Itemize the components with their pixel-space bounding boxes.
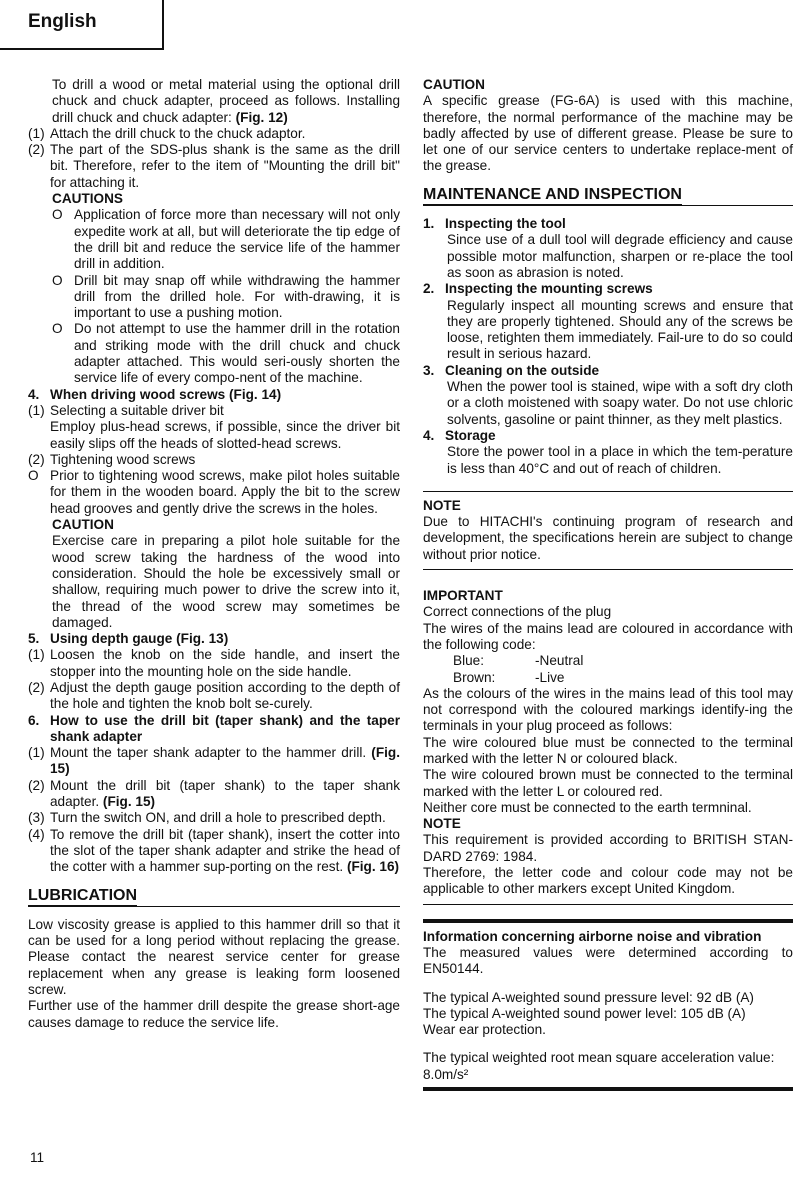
lubrication-heading: LUBRICATION (28, 888, 400, 907)
caution-bullet: O Drill bit may snap off while withdrawing the hammer drill from the drilled hole. For with-drawing, it is important to use a pushing motion. (52, 272, 400, 321)
important-paragraph: The wire coloured brown must be connected to the terminal marked with the letter L or coloured red. (423, 767, 793, 799)
caution-bullet: O Do not attempt to use the hammer drill in the rotation and striking mode with the drill chuck and chuck adapter attached. This would seri-ously shorten the service life of every compo-nent of the machine. (52, 321, 400, 386)
note2-paragraph: Therefore, the letter code and colour code may not be applicable to other markers except United Kingdom. (423, 865, 793, 897)
noise-title: Information concerning airborne noise and vibration (423, 928, 762, 944)
language-tab (0, 0, 164, 50)
lubrication-paragraph: Low viscosity grease is applied to this hammer drill so that it can be used for a long period without replacing the grease. Please contact the nearest service center for grease replacement when any grease is leaking form loosened screw. (28, 916, 400, 998)
lubrication-paragraph: Further use of the hammer drill despite the grease short-age causes damage to reduce the service life. (28, 998, 400, 1030)
wire-code-row: Brown: -Live (453, 669, 565, 685)
section-4-1: (1) Selecting a suitable driver bit Employ plus-head screws, if possible, since the driver bit easily slips off the heads of slotted-head screws. (28, 402, 400, 451)
section-5-heading: 5. Using depth gauge (Fig. 13) (28, 631, 229, 647)
maintenance-item-3-title: 3. Cleaning on the outside (423, 362, 600, 378)
section-4-2: (2) Tightening wood screws (28, 451, 196, 467)
important-title: IMPORTANT (423, 588, 503, 604)
maintenance-item-2-text: Regularly inspect all mounting screws and ensure that they are properly tightened. Should any of the screws be loose, retighten them immediately. Fail-ure to do so could result in serious hazard. (447, 297, 793, 362)
section-6-2: (2) Mount the drill bit (taper shank) to the taper shank adapter. (Fig. 15) (28, 777, 400, 810)
intro-paragraph: To drill a wood or metal material using the optional drill chuck and chuck adapter, proceed as follows. Installing drill chuck and chuck adapter: (Fig. 12) (52, 77, 400, 125)
right-column (423, 77, 793, 1097)
important-line: Correct connections of the plug (423, 604, 612, 620)
thick-divider (423, 919, 793, 923)
caution-title: CAUTION (52, 517, 114, 533)
section-6-heading: 6. How to use the drill bit (taper shank) and the taper shank adapter (28, 712, 400, 744)
page-number: 11 (30, 1150, 45, 1165)
cautions-title: CAUTIONS (52, 191, 123, 207)
important-paragraph: Neither core must be connected to the earth termninal. (423, 799, 752, 815)
noise-paragraph: The typical weighted root mean square acceleration value: (423, 1050, 775, 1066)
noise-paragraph: The measured values were determined according to EN50144. (423, 944, 793, 977)
language-label: English (28, 11, 97, 32)
maintenance-item-4-title: 4. Storage (423, 427, 496, 443)
maintenance-item-4-text: Store the power tool in a place in which the tem-perature is less than 40°C and out of reach of children. (447, 444, 793, 476)
section-4-2-bullet: O Prior to tightening wood screws, make pilot holes suitable for them in the wooden board. Apply the bit to the screw head grooves and gently drive the screws in the holes. (28, 468, 400, 516)
noise-paragraph: The typical A-weighted sound pressure level: 92 dB (A) (423, 989, 754, 1005)
noise-paragraph: 8.0m/s² (423, 1066, 469, 1082)
wire-code-row: Blue: -Neutral (453, 653, 584, 669)
section-5-1: (1) Loosen the knob on the side handle, and insert the stopper into the mounting hole on the side handle. (28, 647, 400, 679)
noise-paragraph: The typical A-weighted sound power level: 105 dB (A) (423, 1005, 746, 1021)
note-title: NOTE (423, 497, 461, 513)
caution-text: Exercise care in preparing a pilot hole suitable for the wood screw taking the hardness of the wood into consideration. Should the hole be excessively small or shallow, requiring much power to drive the screw into it, the thread of the wood screw may sometimes be damaged. (52, 533, 400, 630)
maintenance-item-1-text: Since use of a dull tool will degrade efficiency and cause possible motor malfunction, sharpen or re-place the tool as soon as abrasion is noted. (447, 232, 793, 280)
maintenance-item-3-text: When the power tool is stained, wipe with a soft dry cloth or a cloth moistened with soapy water. Do not use chloric solvents, gasoline or paint thinner, as they melt plastics. (447, 379, 793, 427)
noise-paragraph: Wear ear protection. (423, 1022, 546, 1038)
maintenance-item-1-title: 1. Inspecting the tool (423, 216, 566, 232)
left-column (28, 77, 400, 1031)
divider (423, 491, 793, 492)
section-6-3: (3) Turn the switch ON, and drill a hole to prescribed depth. (28, 810, 386, 826)
section-4-heading: 4. When driving wood screws (Fig. 14) (28, 386, 282, 402)
maintenance-heading: MAINTENANCE AND INSPECTION (423, 187, 793, 206)
thick-divider (423, 1087, 793, 1091)
important-line: The wires of the mains lead are coloured in accordance with the following code: (423, 620, 793, 652)
caution-bullet: O Application of force more than necessary will not only expedite work at all, but will deteriorate the tip edge of the drill bit and reduce the service life of the hammer drill in addition. (52, 207, 400, 272)
important-paragraph: The wire coloured blue must be connected to the terminal marked with the letter N or coloured black. (423, 734, 793, 766)
step-2: (2) The part of the SDS-plus shank is the same as the drill bit. Therefore, refer to the item of "Mounting the drill bit" for attaching it. (28, 142, 400, 190)
divider (423, 904, 793, 905)
note2-title: NOTE (423, 816, 461, 832)
note2-paragraph: This requirement is provided according to BRITISH STAN-DARD 2769: 1984. (423, 832, 793, 864)
note-text: Due to HITACHI's continuing program of research and development, the specifications herein are subject to change without prior notice. (423, 514, 793, 562)
caution-text: A specific grease (FG-6A) is used with this machine, therefore, the normal performance of the machine may be badly affected by use of different grease. Please be sure to let one of our service centers to undertake replace-ment of the grease. (423, 93, 793, 174)
caution-title: CAUTION (423, 77, 485, 92)
divider (423, 569, 793, 570)
section-6-1: (1) Mount the taper shank adapter to the hammer drill. (Fig. 15) (28, 745, 400, 777)
section-5-2: (2) Adjust the depth gauge position according to the depth of the hole and tighten the knob bolt se-curely. (28, 679, 400, 712)
important-paragraph: As the colours of the wires in the mains lead of this tool may not correspond with the coloured markings identify-ing the terminals in your plug proceed as follows: (423, 685, 793, 734)
maintenance-item-2-title: 2. Inspecting the mounting screws (423, 281, 653, 297)
step-1: (1) Attach the drill chuck to the chuck adaptor. (28, 125, 306, 141)
section-6-4: (4) To remove the drill bit (taper shank), insert the cotter into the slot of the taper shank adapter and strike the head of the cotter with a hammer sup-porting on the rest. (Fig. 16) (28, 826, 400, 875)
